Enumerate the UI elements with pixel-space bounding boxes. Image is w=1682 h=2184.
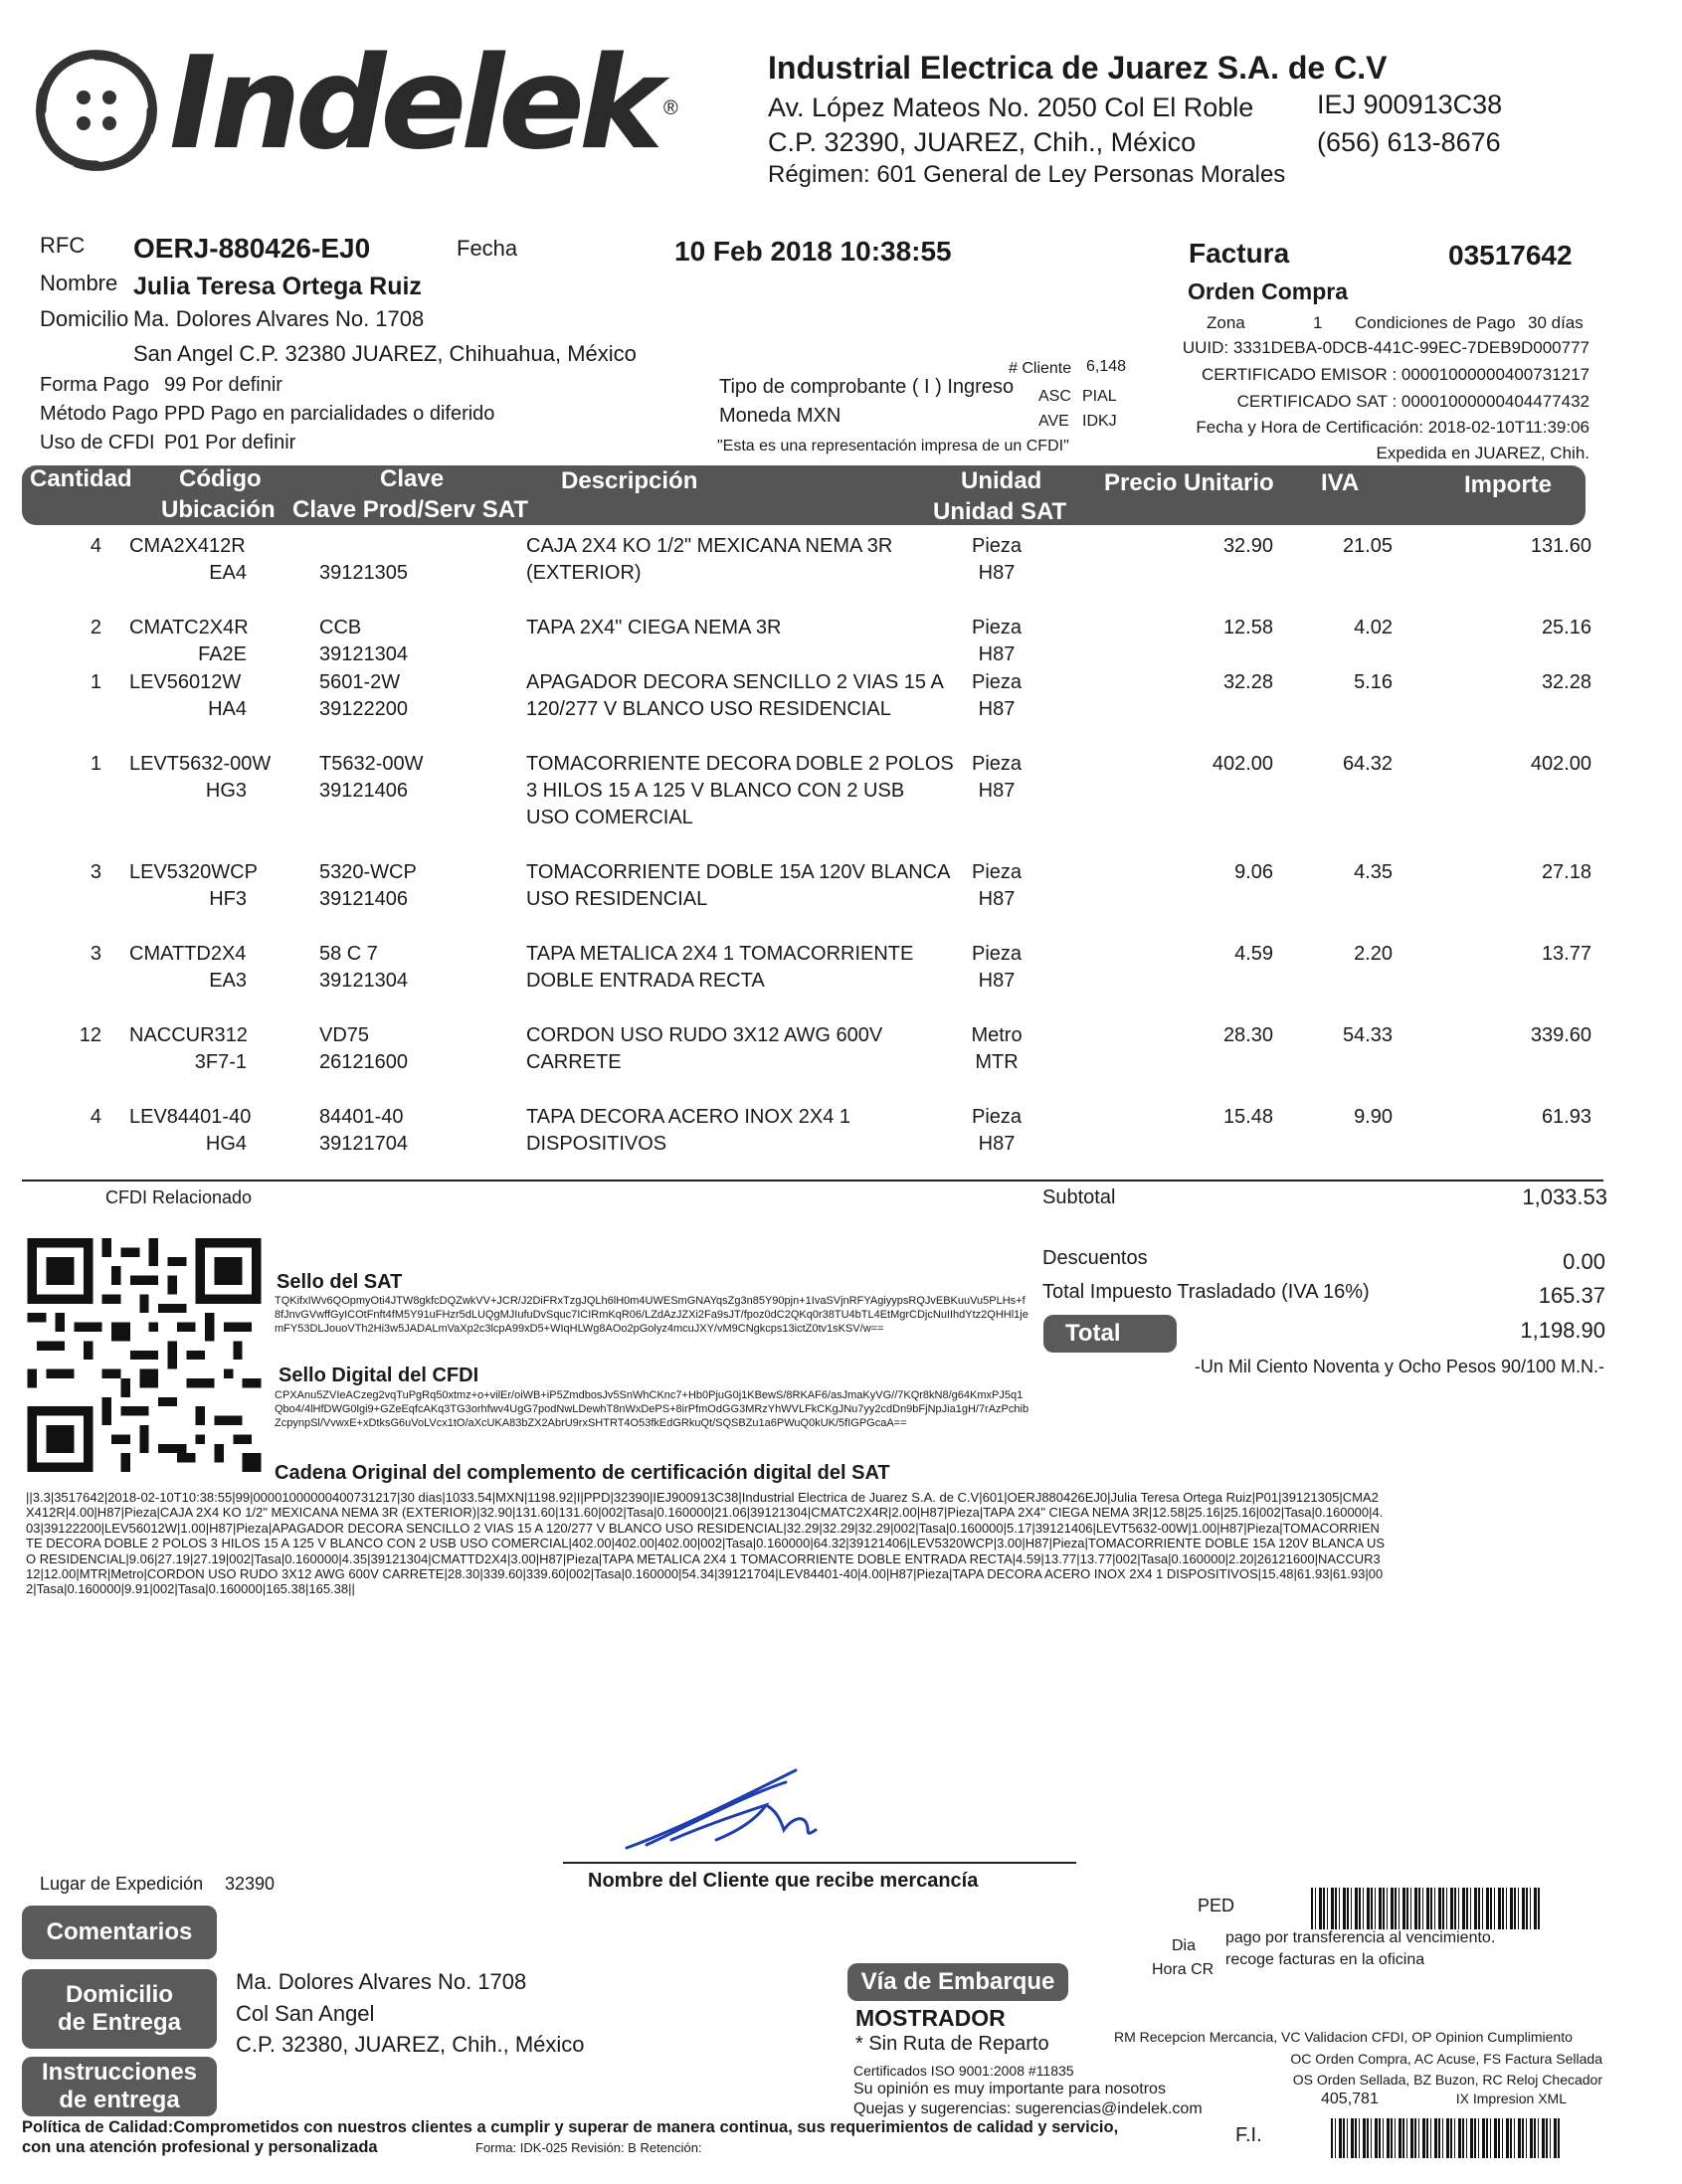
row-qty: 1 (90, 671, 101, 693)
row-code: CMATC2X4R (129, 617, 249, 638)
qr-code-icon (20, 1238, 269, 1472)
forma-pago: 99 Por definir (164, 374, 282, 396)
row-desc: USO COMERCIAL (526, 807, 693, 828)
row-qty: 1 (90, 753, 101, 775)
descuentos-label: Descuentos (1042, 1247, 1148, 1269)
client-rfc: OERJ-880426-EJ0 (133, 233, 371, 264)
cadena-original-label: Cadena Original del complemento de certificación digital del SAT (275, 1462, 890, 1484)
domicilio-entrega-section (22, 1969, 217, 2049)
forma-revision: Forma: IDK-025 Revisión: B Retención: (475, 2140, 702, 2155)
row-clave: 84401-40 (319, 1106, 404, 1128)
row-unit-sat: H87 (978, 888, 1016, 910)
condiciones-value: 30 días (1528, 313, 1584, 332)
row-code: CMATTD2X4 (129, 943, 247, 965)
entrega-address2: Col San Angel (236, 2001, 375, 2026)
row-iva: 21.05 (1342, 535, 1393, 557)
header-descripcion: Descripción (561, 467, 698, 494)
row-desc: TAPA METALICA 2X4 1 TOMACORRIENTE (526, 943, 914, 965)
politica-calidad: Política de Calidad:Comprometidos con nuestros clientes a cumplir y superar de manera continua, sus requerimientos de calidad y servicio, (22, 2118, 1119, 2136)
total-value: 1,198.90 (1520, 1318, 1605, 1343)
row-desc: TOMACORRIENTE DOBLE 15A 120V BLANCA (526, 861, 951, 883)
factura-number: 03517642 (1448, 240, 1573, 271)
row-clave-sat: 39121406 (319, 780, 408, 802)
row-desc: TAPA DECORA ACERO INOX 2X4 1 (526, 1106, 851, 1128)
row-unit: Pieza (971, 753, 1023, 775)
lugar-expedicion-label: Lugar de Expedición (40, 1874, 204, 1894)
row-code: LEV5320WCP (129, 861, 258, 883)
total-label: Total (1043, 1315, 1177, 1353)
expedida-en: Expedida en JUAREZ, Chih. (1376, 444, 1589, 462)
header-cantidad: Cantidad (30, 465, 132, 492)
quejas-text: Quejas y sugerencias: sugerencias@indelek.com (853, 2100, 1203, 2117)
recoge-texto: recoge facturas en la oficina (1225, 1951, 1425, 1968)
certificado-emisor: CERTIFICADO EMISOR : 00001000000400731217 (1202, 365, 1589, 384)
header-precio: Precio Unitario (1104, 469, 1274, 496)
row-qty: 12 (79, 1024, 101, 1046)
row-clave: 58 C 7 (319, 943, 378, 965)
ave-label: AVE (1038, 413, 1069, 430)
row-importe: 61.93 (1541, 1106, 1591, 1128)
header-clave: Clave (380, 465, 445, 492)
row-unit-sat: H87 (978, 970, 1016, 992)
row-clave: VD75 (319, 1024, 370, 1046)
asc-value: PIAL (1082, 388, 1117, 405)
row-unit-sat: H87 (978, 562, 1016, 584)
invoice-date: 10 Feb 2018 10:38:55 (674, 236, 952, 267)
instrucciones-section (22, 2057, 217, 2116)
sello-cfdi-label: Sello Digital del CFDI (279, 1365, 479, 1386)
row-location: EA4 (209, 562, 247, 584)
fecha-certificacion: Fecha y Hora de Certificación: 2018-02-10T11:39:06 (1196, 418, 1589, 437)
header-iva: IVA (1321, 469, 1360, 496)
row-qty: 4 (90, 535, 101, 557)
signature-line (563, 1862, 1076, 1864)
cfdi-relacionado: CFDI Relacionado (105, 1187, 253, 1207)
codes-line2: OC Orden Compra, AC Acuse, FS Factura Sellada (1290, 2051, 1602, 2067)
lugar-expedicion: 32390 (225, 1874, 276, 1894)
representacion-note: "Esta es una representación impresa de un CFDI" (717, 438, 1069, 455)
row-code: LEV84401-40 (129, 1106, 252, 1128)
row-price: 402.00 (1212, 753, 1273, 775)
row-price: 4.59 (1234, 943, 1273, 965)
row-unit-sat: H87 (978, 780, 1016, 802)
row-importe: 131.60 (1530, 535, 1591, 557)
row-unit: Metro (971, 1024, 1023, 1046)
header-ubicacion: Ubicación (161, 496, 276, 523)
ped-label: PED (1198, 1896, 1235, 1915)
uso-cfdi-label: Uso de CFDI (40, 432, 155, 454)
row-qty: 3 (90, 861, 101, 883)
row-clave-sat: 39121305 (319, 562, 408, 584)
row-desc: APAGADOR DECORA SENCILLO 2 VIAS 15 A (526, 671, 944, 693)
table-bottom-divider (22, 1180, 1603, 1182)
row-location: HG4 (205, 1133, 247, 1155)
row-price: 32.28 (1222, 671, 1273, 693)
row-iva: 5.16 (1354, 671, 1393, 693)
instrucciones-label: Instrucciones (41, 2059, 198, 2086)
row-price: 32.90 (1222, 535, 1273, 557)
row-price: 9.06 (1234, 861, 1273, 883)
condiciones-label: Condiciones de Pago (1355, 313, 1516, 332)
row-desc: TAPA 2X4" CIEGA NEMA 3R (526, 617, 782, 638)
row-location: FA2E (198, 643, 247, 665)
hora-cr-label: Hora CR (1152, 1961, 1215, 1978)
row-location: 3F7-1 (194, 1051, 247, 1073)
descuentos-value: 0.00 (1563, 1249, 1605, 1274)
moneda: Moneda MXN (719, 405, 841, 427)
row-price: 28.30 (1222, 1024, 1273, 1046)
entrega-address1: Ma. Dolores Alvares No. 1708 (236, 1969, 527, 1994)
row-iva: 64.32 (1342, 753, 1393, 775)
row-iva: 4.35 (1354, 861, 1393, 883)
impuesto-label: Total Impuesto Trasladado (IVA 16%) (1042, 1281, 1370, 1303)
client-address2: San Angel C.P. 32380 JUAREZ, Chihuahua, México (133, 341, 637, 366)
row-qty: 3 (90, 943, 101, 965)
barcode-top (1311, 1888, 1540, 1929)
row-location: HF3 (209, 888, 247, 910)
fecha-label: Fecha (457, 236, 518, 261)
row-iva: 4.02 (1354, 617, 1393, 638)
firma-label: Nombre del Cliente que recibe mercancía (588, 1870, 979, 1892)
company-logo (22, 26, 698, 195)
codes-line1: RM Recepcion Mercancia, VC Validacion CFDI, OP Opinion Cumplimiento (1114, 2029, 1573, 2045)
certificado-sat: CERTIFICADO SAT : 00001000000404477432 (1236, 392, 1589, 411)
row-desc: DOBLE ENTRADA RECTA (526, 970, 765, 992)
row-clave: 5601-2W (319, 671, 401, 693)
row-location: HA4 (208, 698, 247, 720)
row-clave-sat: 26121600 (319, 1051, 408, 1073)
ix-impresion: IX Impresion XML (1455, 2091, 1567, 2106)
row-clave-sat: 39121704 (319, 1133, 408, 1155)
zona-label: Zona (1207, 313, 1245, 332)
row-iva: 54.33 (1342, 1024, 1393, 1046)
logo-wordmark: Indelek (169, 30, 657, 178)
row-code: LEVT5632-00W (129, 753, 272, 775)
opinion-text: Su opinión es muy importante para nosotros (853, 2081, 1166, 2097)
sello-cfdi-text: CPXAnu5ZVIeACzeg2vqTuPgRq50xtmz+o+vilEr/oiWB+iP5ZmdbosJv5SnWhCKnc7+Hb0PjuG0j1KBewS/8RKAF6/asJmaKyVG//7KQr8kN8/g64KmxPJ5q1Qbo4/4lHfDWG0lgi9+GZeEqfcAKq3TG3orhfwv4UgG7podNwLDewhT8nWxDePS+8irPfmOdGG3MRzYhWVLFkCKgJNu7yy2cdDn9bFjNpJia1gH/7rAzPchibZcpynpSl/VvwxE+xDtksG6uVoLVcx1tO/aXcUKA83bZX2AbrU9rxSHTRT4O53fkEdGRkuQt/SQSBZu1a6PWuQ0kUK/5fIGPGcaA== (275, 1389, 1029, 1429)
row-unit-sat: H87 (978, 1133, 1016, 1155)
row-unit: Pieza (971, 1106, 1023, 1128)
row-desc: CAJA 2X4 KO 1/2" MEXICANA NEMA 3R (526, 535, 893, 557)
row-clave-sat: 39121304 (319, 970, 408, 992)
entrega-address3: C.P. 32380, JUAREZ, Chih., México (236, 2032, 585, 2057)
row-unit: Pieza (971, 617, 1023, 638)
row-unit: Pieza (971, 943, 1023, 965)
row-desc: CARRETE (526, 1051, 622, 1073)
ruta-reparto: * Sin Ruta de Reparto (855, 2033, 1049, 2055)
header-unidad-sat: Unidad SAT (933, 498, 1067, 525)
subtotal-value: 1,033.53 (1522, 1184, 1607, 1209)
asc-label: ASC (1038, 388, 1071, 405)
row-desc: TOMACORRIENTE DECORA DOBLE 2 POLOS (526, 753, 954, 775)
row-iva: 9.90 (1354, 1106, 1393, 1128)
row-desc: DISPOSITIVOS (526, 1133, 667, 1155)
dia-label: Dia (1172, 1937, 1197, 1954)
header-clave-prod: Clave Prod/Serv SAT (292, 496, 528, 523)
cadena-original-text: ||3.3|3517642|2018-02-10T10:38:55|99|00001000000400731217|30 dias|1033.54|MXN|1198.92|I|PPD|32390|IEJ900913C38|Industrial Electrica de Juarez S.A. de C.V|601|OERJ880426EJ0|Julia Teresa Ortega Ruiz|P01|39121305|CMA2X412R|4.00|H87|Pieza|CAJA 2X4 KO 1/2" MEXICANA NEMA 3R (EXTERIOR)|32.90|131.60|131.60|002|Tasa|0.160000|21.06|39121304|CMATC2X4R|2.00|H87|Pieza|TAPA 2X4" CIEGA NEMA 3R|12.58|25.16|25.16|002|Tasa|0.160000|4.03|39122200|LEV56012W|1.00|H87|Pieza|APAGADOR DECORA SENCILLO 2 VIAS 15 A 120/277 V BLANCO USO RESIDENCIAL|32.29|32.29|32.29|002|Tasa|0.160000|5.17|39121406|LEVT5632-00W|1.00|H87|Pieza|TOMACORRIENTE DECORA DOBLE 2 POLOS 3 HILOS 15 A 125 V BLANCO CON 2 USB USO COMERCIAL|402.00|402.00|402.00|002|Tasa|0.160000|64.32|39121406|LEV5320WCP|3.00|H87|Pieza|TOMACORRIENTE DOBLE 15A 120V BLANCA USO RESIDENCIAL|9.06|27.19|27.19|002|Tasa|0.160000|4.35|39121304|CMATTD2X4|3.00|H87|Pieza|TAPA METALICA 2X4 1 TOMACORRIENTE DOBLE ENTRADA RECTA|4.59|13.77|13.77|002|Tasa|0.160000|2.20|26121600|NACCUR312|12.00|MTR|Metro|CORDON USO RUDO 3X12 AWG 600V CARRETE|28.30|339.60|339.60|002|Tasa|0.160000|54.34|39121704|LEV84401-40|4.00|H87|Pieza|TAPA DECORA ACERO INOX 2X4 1 DISPOSITIVOS|15.48|61.93|61.93|002|Tasa|0.160000|9.91|002|Tasa|0.160000|165.38|165.38|| (26, 1490, 1386, 1597)
domicilio-entrega-label: Domicilio (65, 1981, 173, 2008)
row-unit-sat: MTR (975, 1051, 1019, 1073)
row-unit: Pieza (971, 861, 1023, 883)
uso-cfdi: P01 Por definir (164, 432, 296, 454)
footer-number: 405,781 (1321, 2091, 1379, 2107)
rfc-label: RFC (40, 233, 86, 258)
row-clave-sat: 39122200 (319, 698, 408, 720)
via-embarque-label: Vía de Embarque (847, 1963, 1068, 2001)
row-desc: USO RESIDENCIAL (526, 888, 708, 910)
header-codigo: Código (179, 465, 262, 492)
row-unit: Pieza (971, 535, 1023, 557)
certificados-iso: Certificados ISO 9001:2008 #11835 (853, 2063, 1074, 2079)
row-importe: 32.28 (1541, 671, 1591, 693)
row-location: HG3 (205, 780, 247, 802)
uuid: UUID: 3331DEBA-0DCB-441C-99EC-7DEB9D000777 (1182, 338, 1589, 357)
row-unit-sat: H87 (978, 698, 1016, 720)
fi-label: F.I. (1235, 2124, 1262, 2146)
row-desc: (EXTERIOR) (526, 562, 642, 584)
row-importe: 25.16 (1541, 617, 1591, 638)
row-price: 12.58 (1222, 617, 1273, 638)
codes-line3: OS Orden Sellada, BZ Buzon, RC Reloj Checador (1292, 2072, 1602, 2088)
via-embarque: MOSTRADOR (855, 2005, 1006, 2031)
metodo-pago-label: Método Pago (40, 403, 158, 425)
instrucciones-label: de entrega (59, 2087, 180, 2113)
barcode-bottom (1331, 2118, 1560, 2158)
ave-value: IDKJ (1082, 413, 1117, 430)
politica-calidad-2: con una atención profesional y personalizada (22, 2138, 378, 2156)
row-importe: 27.18 (1541, 861, 1591, 883)
row-clave-sat: 39121406 (319, 888, 408, 910)
comentarios-section (22, 1906, 217, 1959)
row-importe: 339.60 (1530, 1024, 1591, 1046)
comentarios-label: Comentarios (46, 1918, 193, 1945)
logo-swirl-icon (22, 36, 171, 185)
client-name: Julia Teresa Ortega Ruiz (133, 273, 422, 300)
row-importe: 402.00 (1530, 753, 1591, 775)
company-rfc: IEJ 900913C38 (1317, 90, 1503, 119)
zona-value: 1 (1313, 313, 1323, 332)
tipo-comprobante: Tipo de comprobante ( I ) Ingreso (719, 376, 1015, 398)
company-phone: (656) 613-8676 (1317, 127, 1501, 157)
row-unit: Pieza (971, 671, 1023, 693)
nombre-label: Nombre (40, 271, 118, 295)
row-qty: 4 (90, 1106, 101, 1128)
row-clave: CCB (319, 617, 362, 638)
cliente-num: 6,148 (1086, 358, 1127, 375)
company-name: Industrial Electrica de Juarez S.A. de C.V (768, 50, 1388, 86)
row-location: EA3 (209, 970, 247, 992)
orden-compra-label: Orden Compra (1188, 278, 1349, 304)
row-code: CMA2X412R (129, 535, 246, 557)
cliente-num-label: # Cliente (1009, 360, 1072, 377)
row-code: LEV56012W (129, 671, 242, 693)
row-qty: 2 (90, 617, 101, 638)
company-address2: C.P. 32390, JUAREZ, Chih., México (768, 127, 1197, 157)
pago-texto: pago por transferencia al vencimiento. (1225, 1929, 1496, 1946)
domicilio-entrega-label: de Entrega (57, 2009, 182, 2036)
total-en-letra: -Un Mil Ciento Noventa y Ocho Pesos 90/100 M.N.- (1194, 1357, 1604, 1376)
row-clave: T5632-00W (319, 753, 424, 775)
subtotal-label: Subtotal (1042, 1186, 1116, 1208)
sello-sat-text: TQKifxIWv6QOpmyOti4JTW8gkfcDQZwkVV+JCR/J2DiFRxTzgJQLh6lH0m4UWESmGNAYqsZg3n85Y90pjn+1IvaSVjnRFYAgiyypsRQJvEBKuuVu5PLHs+f8fJnvGVwffGyICOtFnft4fM5Y91uFHzr5dLUQgMJIufuDvSquc7ICIRmKqR06/LZdAzJZXi2Fa9sJT/fpoz0dC2QKq0r38TU4bTL4EtMgrCDjcNuIIhdYtz2QHHl1jemFY53DLJouoVTh2Hi3w5JADALmVaXp2c3lcpA99xD5+WIqHLWg8AOo2pGolyz4mcuJXY/vM9CNgkcps13ictZ0tv1sKSV/w== (275, 1295, 1028, 1335)
header-unidad: Unidad (961, 467, 1042, 494)
row-desc: 3 HILOS 15 A 125 V BLANCO CON 2 USB (526, 780, 905, 802)
row-code: NACCUR312 (129, 1024, 248, 1046)
client-address1: Ma. Dolores Alvares No. 1708 (133, 306, 425, 331)
client-signature (617, 1760, 875, 1860)
row-desc: CORDON USO RUDO 3X12 AWG 600V (526, 1024, 883, 1046)
row-clave-sat: 39121304 (319, 643, 408, 665)
row-desc: 120/277 V BLANCO USO RESIDENCIAL (526, 698, 891, 720)
row-price: 15.48 (1222, 1106, 1273, 1128)
items-table-header (22, 465, 1586, 525)
factura-label: Factura (1189, 238, 1290, 269)
header-importe: Importe (1464, 471, 1553, 498)
impuesto-value: 165.37 (1538, 1283, 1605, 1308)
registered-mark: ® (663, 97, 678, 119)
row-clave: 5320-WCP (319, 861, 417, 883)
row-unit-sat: H87 (978, 643, 1016, 665)
sello-sat-label: Sello del SAT (277, 1271, 403, 1293)
row-iva: 2.20 (1354, 943, 1393, 965)
company-regimen: Régimen: 601 General de Ley Personas Morales (768, 161, 1286, 188)
company-address1: Av. López Mateos No. 2050 Col El Roble (768, 92, 1254, 122)
row-importe: 13.77 (1541, 943, 1591, 965)
forma-pago-label: Forma Pago (40, 374, 150, 396)
domicilio-label: Domicilio (40, 306, 129, 331)
metodo-pago: PPD Pago en parcialidades o diferido (164, 403, 495, 425)
